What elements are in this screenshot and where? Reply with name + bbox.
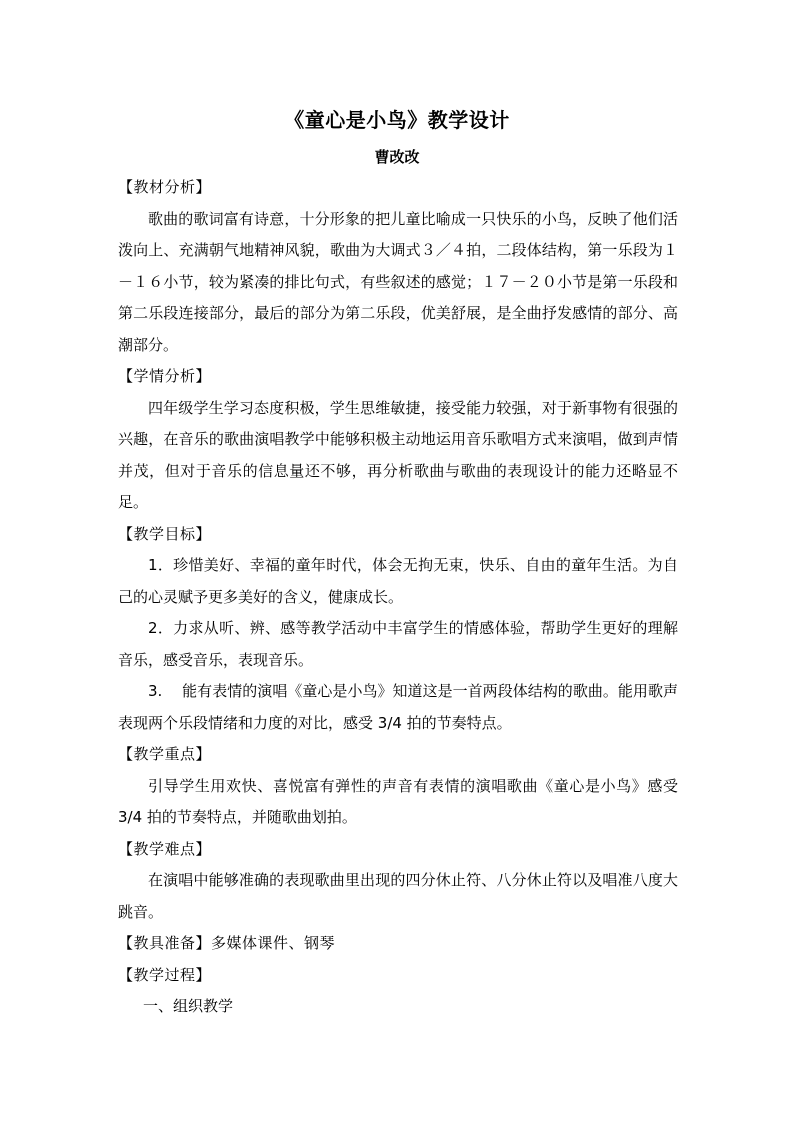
- goal-item-1: 1．珍惜美好、幸福的童年时代，体会无拘无束，快乐、自由的童年生活。为自己的心灵赋予更多美好的含义，健康成长。: [118, 556, 678, 606]
- preparation-text: 多媒体课件、钢琴: [211, 934, 336, 952]
- section-heading-material: 【教材分析】: [118, 178, 212, 196]
- process-step-1: 一、组织教学: [143, 997, 234, 1015]
- material-analysis-paragraph: 歌曲的歌词富有诗意，十分形象的把儿童比喻成一只快乐的小鸟，反映了他们活泼向上、充满朝气地精神风貌，歌曲为大调式３／４拍，二段体结构，第一乐段为１－１６小节，较为紧凑的排比句式，有些叙述的感觉；１７－２０小节是第一乐段和第二乐段连接部分，最后的部分为第二乐段，优美舒展，是全曲抒发感情的部分、高潮部分。: [118, 209, 678, 354]
- document-title: 《童心是小鸟》教学设计: [284, 108, 510, 132]
- key-points-paragraph: 引导学生用欢快、喜悦富有弹性的声音有表情的演唱歌曲《童心是小鸟》感受 3/4 拍的节奏特点，并随歌曲划拍。: [118, 776, 678, 826]
- difficulties-paragraph: 在演唱中能够准确的表现歌曲里出现的四分休止符、八分休止符以及唱准八度大跳音。: [118, 871, 678, 921]
- section-heading-key-points: 【教学重点】: [118, 745, 212, 763]
- document-body: [118, 172, 678, 1023]
- section-preparation: [118, 928, 678, 960]
- section-heading-preparation: 【教具准备】: [118, 934, 212, 952]
- section-heading-goals: 【教学目标】: [118, 524, 212, 543]
- goal-item-2: 2．力求从听、辨、感等教学活动中丰富学生的情感体验，帮助学生更好的理解音乐，感受音乐，表现音乐。: [118, 619, 678, 669]
- section-heading-difficulties: 【教学难点】: [118, 839, 212, 858]
- document-author: 曹改改: [374, 148, 420, 166]
- goal-item-3: 3. 能有表情的演唱《童心是小鸟》知道这是一首两段体结构的歌曲。能用歌声表现两个乐段情绪和力度的对比，感受 3/4 拍的节奏特点。: [118, 682, 678, 732]
- section-heading-process: 【教学过程】: [118, 965, 212, 984]
- learner-analysis-paragraph: 四年级学生学习态度积极，学生思维敏捷，接受能力较强，对于新事物有很强的兴趣，在音乐的歌曲演唱教学中能够积极主动地运用音乐歌唱方式来演唱，做到声情并茂，但对于音乐的信息量还不够，再分析歌曲与歌曲的表现设计的能力还略显不足。: [118, 398, 678, 511]
- section-heading-learners: 【学情分析】: [118, 367, 212, 385]
